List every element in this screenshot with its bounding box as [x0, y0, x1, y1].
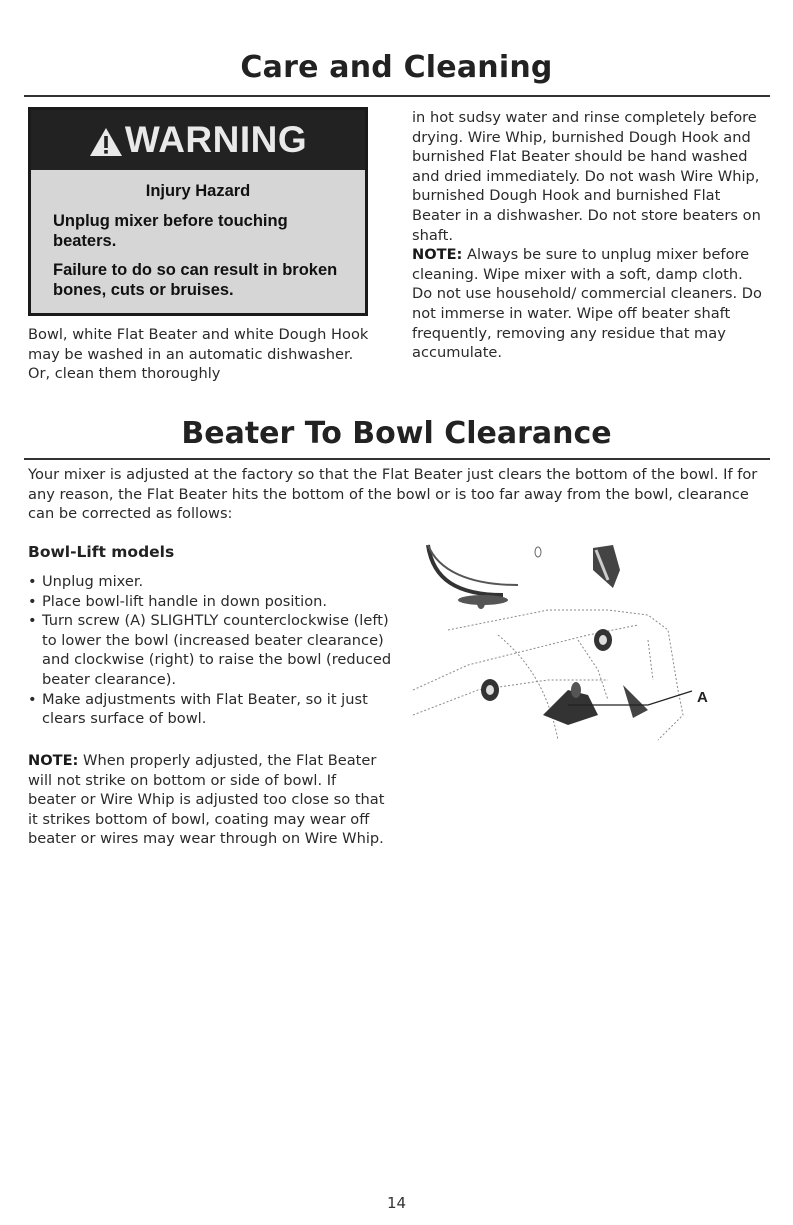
figure-label-a: A	[697, 689, 708, 706]
section-title: Beater To Bowl Clearance	[181, 416, 612, 451]
step-item: • Unplug mixer.	[28, 572, 398, 592]
step-item: • Place bowl-lift handle in down position.	[28, 592, 398, 612]
section-divider	[24, 458, 770, 460]
step-item: • Turn screw (A) SLIGHTLY counterclockwise (left) to lower the bowl (increased beater clearance) and clockwise (right) to raise the bowl (reduced beater clearance).	[28, 611, 398, 689]
warning-box	[28, 107, 368, 316]
title-divider	[24, 95, 770, 97]
care-right-column	[412, 108, 767, 363]
care-note-label: NOTE:	[412, 246, 463, 264]
care-note	[412, 245, 767, 363]
warning-title: WARNING	[124, 119, 308, 160]
warning-header	[31, 110, 365, 170]
adjustment-steps	[28, 572, 398, 729]
care-right-text: in hot sudsy water and rinse completely before drying. Wire Whip, burnished Dough Hook and burnished Flat Beater should be hand washed and dried immediately. Do not wash Wire Whip, burnished Dough Hook and burnished Flat Beater in a dishwasher. Do not store beaters on shaft.	[412, 109, 761, 244]
page-title: Care and Cleaning	[240, 50, 553, 85]
warning-unplug-text: Unplug mixer before touching beaters.	[53, 212, 288, 250]
clearance-note	[28, 751, 388, 849]
page-number: 14	[386, 1194, 407, 1212]
step-item: • Make adjustments with Flat Beater, so it just clears surface of bowl.	[28, 690, 398, 729]
warning-hazard: Injury Hazard	[145, 182, 251, 200]
clearance-intro: Your mixer is adjusted at the factory so that the Flat Beater just clears the bottom of the bowl. If for any reason, the Flat Beater hits the bottom of the bowl or is too far away from the bowl, clearance can be corrected as follows:	[28, 466, 758, 523]
warning-triangle-icon	[89, 127, 123, 157]
care-note-text: Always be sure to unplug mixer before cleaning. Wipe mixer with a soft, damp cloth. Do not use household/ commercial cleaners. Do not immerse in water. Wipe off beater shaft frequently, removing any residue that may accumulate.	[412, 246, 762, 362]
care-left-text: Bowl, white Flat Beater and white Dough Hook may be washed in an automatic dishwasher. Or, clean them thoroughly	[28, 326, 369, 383]
mixer-screw-illustration	[408, 540, 748, 745]
clearance-note-text: When properly adjusted, the Flat Beater will not strike on bottom or side of bowl. If beater or Wire Whip is adjusted too close so that it strikes bottom of bowl, coating may wear off beater or wires may wear through on Wire Whip.	[28, 752, 385, 848]
bowl-lift-subheading: Bowl-Lift models	[28, 543, 175, 561]
warning-failure-text: Failure to do so can result in broken bones, cuts or bruises.	[53, 261, 338, 299]
clearance-note-label: NOTE:	[28, 752, 79, 769]
